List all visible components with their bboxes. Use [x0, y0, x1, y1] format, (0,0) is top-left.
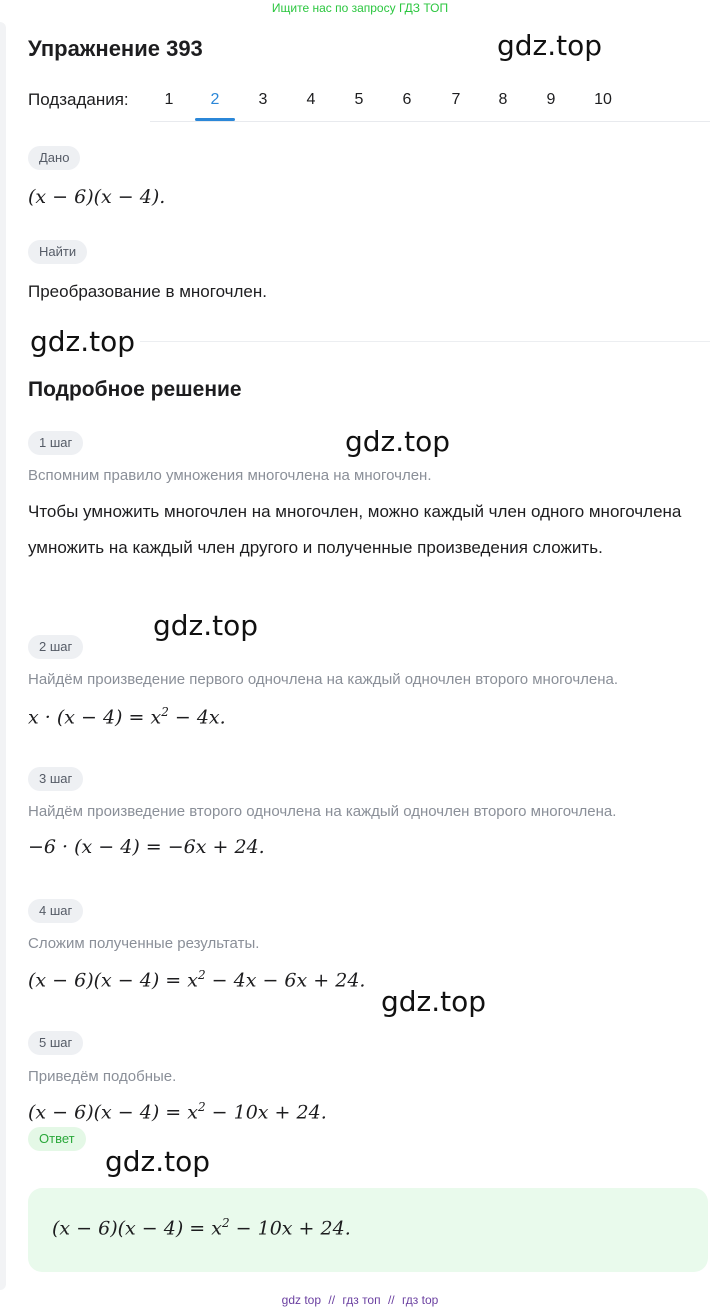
- step-4-hint: Сложим полученные результаты.: [28, 935, 260, 952]
- step-4-label: 4 шаг: [28, 899, 83, 923]
- footer-link-2[interactable]: гдз топ: [342, 1293, 381, 1307]
- tab-8[interactable]: 8: [498, 91, 508, 108]
- footer-link-1[interactable]: gdz top: [281, 1293, 322, 1307]
- footer-separator: //: [387, 1293, 395, 1307]
- footer-links: [0, 1293, 720, 1307]
- page-title: Упражнение 393: [28, 36, 203, 61]
- active-tab-underline: [195, 118, 235, 121]
- watermark: gdz.top: [105, 1145, 211, 1178]
- step-5-expression: $(x - 6)(x - 4) = x^2 - 10x + 24$.: [28, 1100, 327, 1124]
- step-2-expression: $x \cdot (x - 4) = x^2 - 4x$.: [28, 705, 226, 729]
- section-divider: [140, 341, 710, 342]
- step-2-hint: Найдём произведение первого одночлена на каждый одночлен второго многочлена.: [28, 671, 619, 688]
- step-3-hint: Найдём произведение второго одночлена на каждый одночлен второго многочлена.: [28, 803, 617, 820]
- tab-9[interactable]: 9: [546, 91, 556, 108]
- step-1-label: 1 шаг: [28, 431, 83, 455]
- answer-label: Ответ: [28, 1127, 86, 1151]
- watermark: gdz.top: [497, 29, 603, 62]
- watermark: gdz.top: [30, 325, 136, 358]
- given-label: Дано: [28, 146, 80, 170]
- tab-10[interactable]: 10: [594, 91, 612, 108]
- answer-box: [28, 1188, 708, 1272]
- step-2-label: 2 шаг: [28, 635, 83, 659]
- step-3-label: 3 шаг: [28, 767, 83, 791]
- tab-5[interactable]: 5: [354, 91, 364, 108]
- step-5-label: 5 шаг: [28, 1031, 83, 1055]
- step-1-hint: Вспомним правило умножения многочлена на многочлен.: [28, 467, 432, 484]
- tab-4[interactable]: 4: [306, 91, 316, 108]
- step-4-expression: $(x - 6)(x - 4) = x^2 - 4x - 6x + 24$.: [28, 968, 366, 992]
- tab-7[interactable]: 7: [451, 91, 461, 108]
- tab-1[interactable]: 1: [164, 91, 174, 108]
- footer-separator: //: [328, 1293, 336, 1307]
- find-label: Найти: [28, 240, 87, 264]
- watermark: gdz.top: [345, 425, 451, 458]
- step-1-text: Чтобы умножить многочлен на многочлен, можно каждый член одного многочлена умножить на каждый член другого и полученные произведения сложить.: [28, 502, 682, 557]
- top-banner[interactable]: Ищите нас по запросу ГДЗ ТОП: [271, 1, 449, 15]
- footer-link-3[interactable]: гдз top: [401, 1293, 439, 1307]
- answer-expression: $(x - 6)(x - 4) = x^2 - 10x + 24$.: [52, 1216, 351, 1240]
- given-expression: (x − 6)(x − 4).: [28, 186, 166, 208]
- step-3-expression: −6 · (x − 4) = −6x + 24.: [28, 836, 265, 858]
- subtasks-label: Подзадания:: [28, 90, 129, 109]
- step-5-hint: Приведём подобные.: [28, 1068, 177, 1085]
- watermark: gdz.top: [153, 609, 259, 642]
- watermark: gdz.top: [381, 985, 487, 1018]
- find-text: Преобразование в многочлен.: [28, 282, 267, 301]
- tab-3[interactable]: 3: [258, 91, 268, 108]
- tab-6[interactable]: 6: [402, 91, 412, 108]
- tab-2[interactable]: 2: [210, 91, 220, 108]
- subtasks-tabs: [150, 80, 710, 122]
- solution-title: Подробное решение: [28, 378, 242, 401]
